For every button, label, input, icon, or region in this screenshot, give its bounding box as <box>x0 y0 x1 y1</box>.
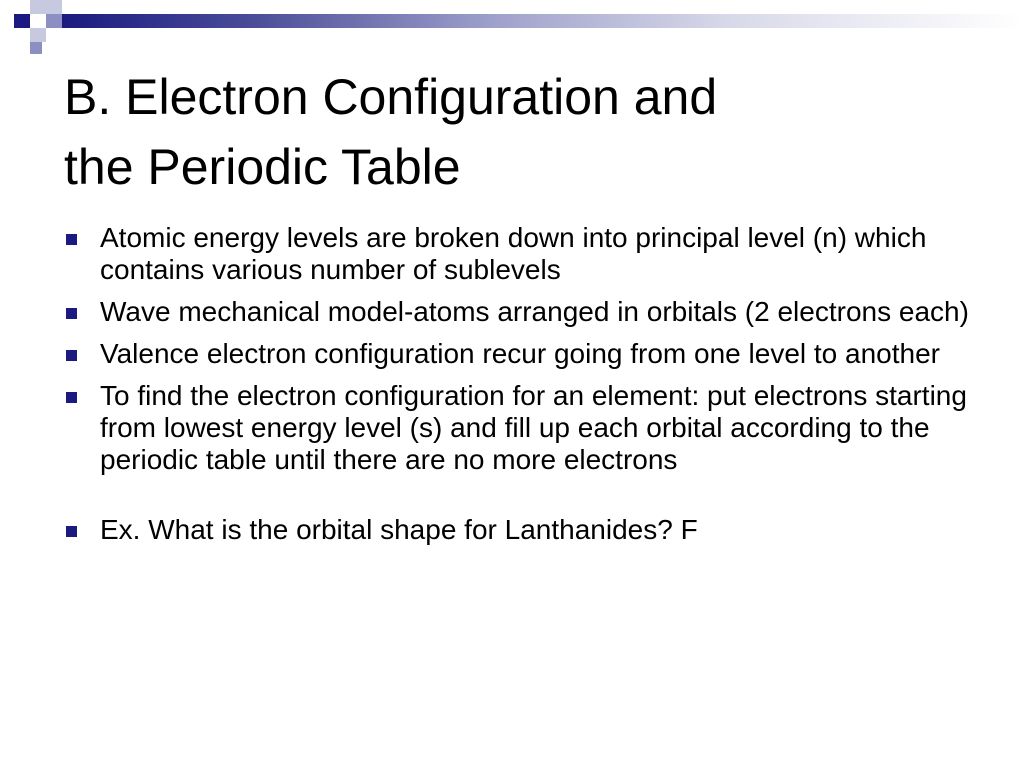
bullet-text: Atomic energy levels are broken down into principal level (n) which contains various number of sublevels <box>100 222 927 285</box>
bullet-text: Valence electron configuration recur going from one level to another <box>100 338 940 369</box>
decorative-square-icon <box>30 0 46 14</box>
bullet-text: Ex. What is the orbital shape for Lanthanides? F <box>100 514 698 545</box>
square-bullet-icon <box>66 350 77 361</box>
bullet-text: Wave mechanical model-atoms arranged in orbitals (2 electrons each) <box>100 296 969 327</box>
decorative-square-icon <box>46 14 62 28</box>
decorative-square-icon <box>30 28 46 42</box>
decorative-square-icon <box>30 42 42 54</box>
bullet-list <box>62 222 982 556</box>
slide-title-line-1: B. Electron Configuration and <box>64 69 718 125</box>
square-bullet-icon <box>66 392 77 403</box>
square-bullet-icon <box>66 526 77 537</box>
bullet-item <box>62 514 982 546</box>
bullet-item <box>62 338 982 370</box>
decorative-square-icon <box>14 14 30 28</box>
header-decoration <box>0 0 1024 64</box>
header-gradient-bar <box>62 14 1024 28</box>
slide-title <box>64 62 984 202</box>
bullet-item <box>62 296 982 328</box>
decorative-square-icon <box>46 0 62 14</box>
square-bullet-icon <box>66 308 77 319</box>
square-bullet-icon <box>66 234 77 245</box>
bullet-item <box>62 380 982 476</box>
bullet-item <box>62 222 982 286</box>
slide-title-line-2: the Periodic Table <box>64 139 461 195</box>
bullet-text: To find the electron configuration for an element: put electrons starting from lowest energy level (s) and fill up each orbital according to the periodic table until there are no more electrons <box>100 380 967 475</box>
